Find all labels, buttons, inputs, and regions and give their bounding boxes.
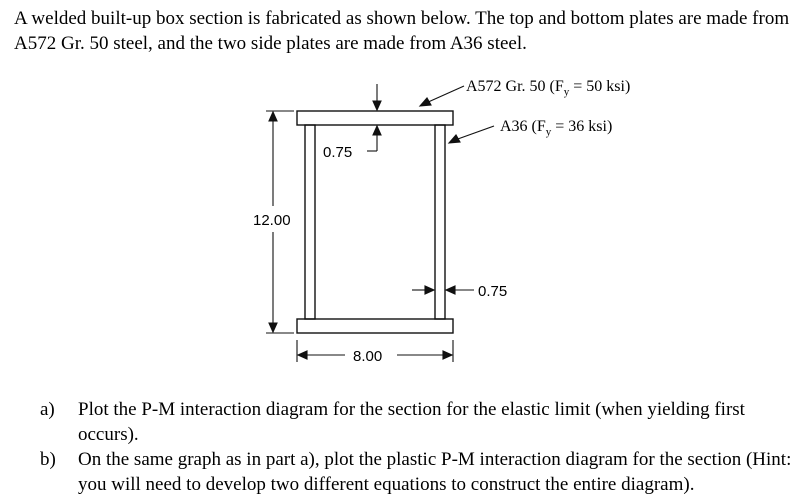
web-thickness-value: 0.75	[478, 283, 508, 300]
left-web-plate	[305, 125, 315, 319]
question-b-letter: b)	[40, 449, 56, 470]
problem-intro: A welded built-up box section is fabricated as shown below. The top and bottom plates are made from A572 Gr. 50 steel, and the two side plates are made from A36 steel.	[14, 8, 790, 54]
bottom-flange-plate	[297, 319, 453, 333]
section-plates	[297, 111, 453, 333]
width-value: 8.00	[353, 348, 383, 365]
question-a	[40, 397, 800, 447]
flange-thickness-value: 0.75	[323, 144, 353, 161]
top-plate-material-label: A572 Gr. 50 ($F_y = 50$ ksi)	[466, 78, 631, 98]
right-web-plate	[435, 125, 445, 319]
top-flange-plate	[297, 111, 453, 125]
question-list	[40, 397, 800, 497]
question-b-text: On the same graph as in part a), plot the plastic P-M interaction diagram for the section (Hint: you will need to develop two different equations to construct the entire diagram).	[78, 449, 792, 495]
question-b	[40, 447, 800, 497]
height-value: 12.00	[253, 212, 291, 229]
question-a-text: Plot the P-M interaction diagram for the section for the elastic limit (when yielding first occurs).	[78, 399, 745, 445]
side-plate-material-label: A36 ($F_y = 36$ ksi)	[500, 118, 613, 138]
web-thickness-dimension	[412, 286, 474, 294]
question-a-letter: a)	[40, 399, 55, 420]
flange-thickness-dimension	[367, 84, 381, 151]
